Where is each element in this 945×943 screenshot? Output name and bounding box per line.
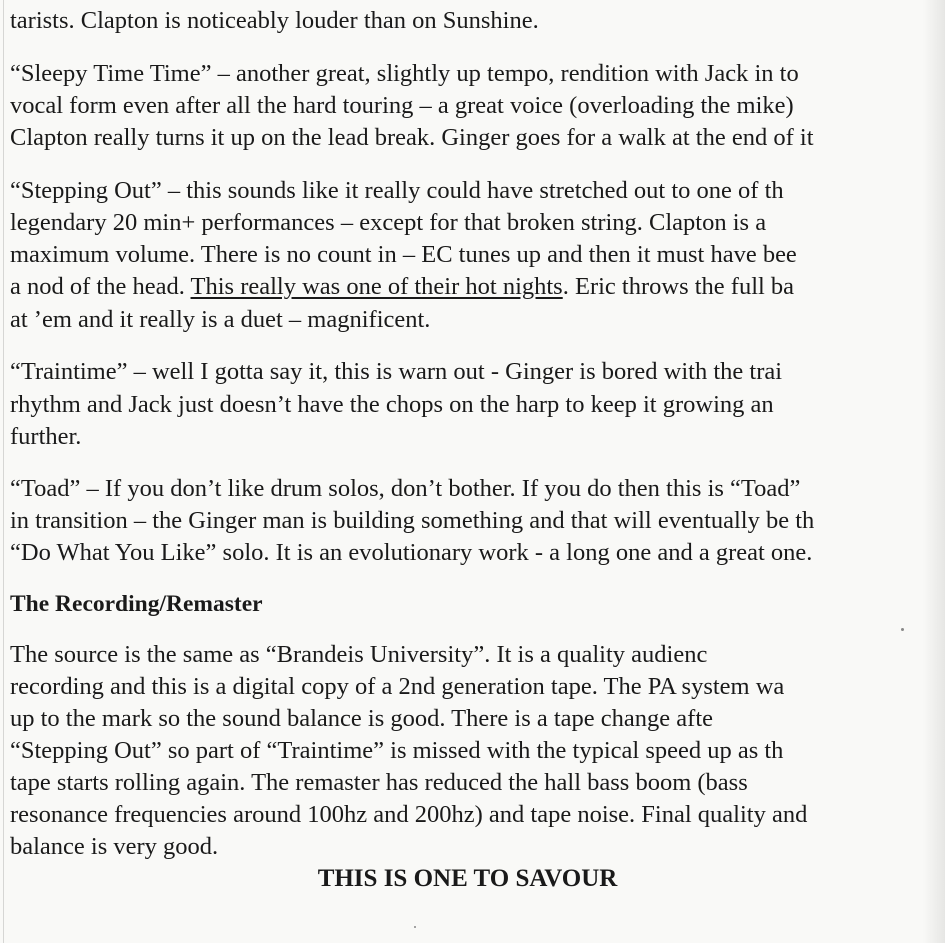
text-line: “Traintime” – well I gotta say it, this is warn out - Ginger is bored with the trai: [10, 358, 783, 385]
text-line: resonance frequencies around 100hz and 200hz) and tape noise. Final quality and: [10, 801, 808, 828]
text-line: legendary 20 min+ performances – except for that broken string. Clapton is a: [10, 209, 767, 236]
scan-speck: [414, 926, 416, 928]
text-line: further.: [10, 423, 82, 450]
text-line: “Toad” – If you don’t like drum solos, don’t bother. If you do then this is “Toad”: [10, 475, 801, 502]
continuation-line: tarists. Clapton is noticeably louder than on Sunshine.: [10, 7, 539, 34]
underlined-emphasis: This really was one of their hot nights: [190, 273, 563, 300]
page-right-edge-shadow: [923, 0, 945, 943]
text-segment: a nod of the head.: [10, 273, 191, 300]
text-line: [10, 272, 794, 302]
text-line: “Stepping Out” so part of “Traintime” is missed with the typical speed up as th: [10, 737, 784, 764]
closing-statement: THIS IS ONE TO SAVOUR: [317, 865, 618, 892]
text-line: “Sleepy Time Time” – another great, slightly up tempo, rendition with Jack in to: [10, 60, 799, 87]
text-line: recording and this is a digital copy of a 2nd generation tape. The PA system wa: [10, 673, 785, 700]
text-segment: . Eric throws the full ba: [562, 273, 795, 300]
text-line: vocal form even after all the hard touring – a great voice (overloading the mike): [10, 92, 794, 119]
scan-speck: [901, 628, 904, 631]
text-line: at ’em and it really is a duet – magnificent.: [10, 306, 431, 333]
text-line: “Do What You Like” solo. It is an evolutionary work - a long one and a great one.: [10, 539, 813, 566]
section-heading: The Recording/Remaster: [10, 591, 263, 617]
text-line: rhythm and Jack just doesn’t have the chops on the harp to keep it growing an: [10, 391, 774, 418]
text-line: maximum volume. There is no count in – EC tunes up and then it must have bee: [10, 241, 797, 268]
text-line: in transition – the Ginger man is building something and that will eventually be th: [10, 507, 815, 534]
page-left-edge: [3, 0, 4, 943]
text-line: Clapton really turns it up on the lead break. Ginger goes for a walk at the end of it: [10, 124, 814, 151]
text-line: up to the mark so the sound balance is good. There is a tape change afte: [10, 705, 714, 732]
text-line: “Stepping Out” – this sounds like it really could have stretched out to one of th: [10, 177, 784, 204]
text-line: The source is the same as “Brandeis University”. It is a quality audienc: [10, 641, 708, 668]
text-line: balance is very good.: [10, 833, 219, 860]
text-line: tape starts rolling again. The remaster has reduced the hall bass boom (bass: [10, 769, 748, 796]
